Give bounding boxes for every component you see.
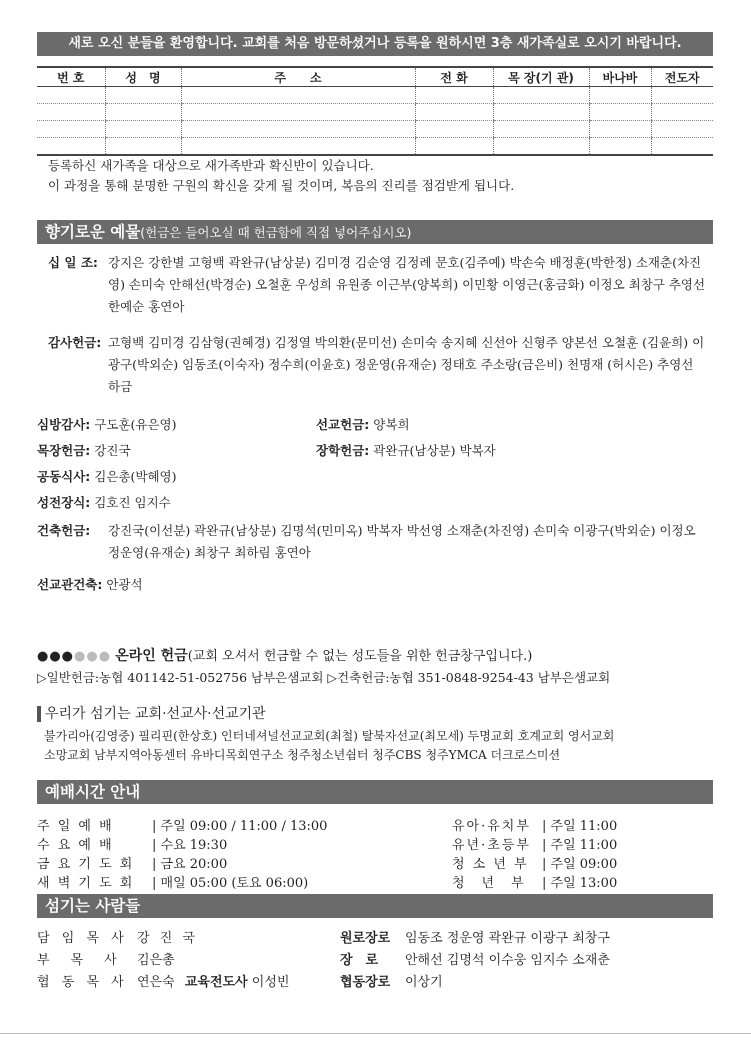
registration-cell	[37, 87, 105, 104]
registration-cell	[37, 138, 105, 156]
worship-service-label: 주 일 예 배	[37, 819, 114, 834]
registration-cell	[181, 138, 415, 156]
elders-emeritus: 원로장로 임동조 정운영 곽완규 이광구 최창구	[340, 931, 610, 946]
worship-service-label: 청 소 년 부	[452, 857, 529, 872]
worship-service-time: | 수요 19:30	[152, 838, 228, 853]
mission-building: 선교관건축: 안광석	[37, 577, 143, 592]
online-offering-line	[37, 646, 532, 667]
header-barnabas: 바나바	[589, 67, 651, 87]
header-name: 성 명	[105, 67, 181, 87]
registration-cell	[181, 121, 415, 138]
registration-cell	[651, 87, 713, 104]
offering-subtitle: (헌금은 들어오실 때 헌금함에 직접 넣어주십시오)	[140, 225, 412, 240]
registration-row	[37, 104, 713, 121]
dots-decoration: ●●●●●●	[37, 649, 112, 664]
cell-offering: 목장헌금: 강진국	[37, 443, 131, 458]
thanks-names: 고형백 김미경 김삼형(권혜경) 김정열 박의환(문미선) 손미숙 송지혜 신선아 신형주 양본선 오철훈 (김윤희) 이광구(박외순) 임동조(이숙자) 정수희(이윤호) 정운영(유재순) 정태호 주소랑(금은비) 천명재 (허시은) 추영선 하금	[108, 335, 705, 394]
senior-pastor: 담 임 목 사 강 진 국	[37, 931, 198, 946]
worship-left-row	[37, 836, 227, 855]
worship-service-label: 유년·초등부	[452, 838, 531, 853]
elders: 장 로 안해선 김명석 이수웅 임지수 소재춘	[340, 953, 610, 968]
registration-table	[37, 66, 713, 156]
registration-cell	[589, 138, 651, 156]
worship-service-time: | 주일 11:00	[542, 819, 618, 834]
header-number: 번 호	[37, 67, 105, 87]
tithe-names: 강지은 강한별 고형백 곽완규(남상분) 김미경 김순영 김정례 문호(김주예) 박손숙 배정훈(박한정) 소재춘(차진영) 손미숙 안해선(박경순) 오철훈 우성희 유원종 이근부(양복희) 이민황 이영근(홍금화) 이정오 최창구 추영선 한예순 홍연아	[108, 255, 706, 314]
offering-title: 향기로운 예물	[45, 223, 141, 241]
worship-service-label: 유아·유치부	[452, 819, 531, 834]
registration-cell	[415, 138, 493, 156]
cooperating-pastor: 협 동 목 사 연은숙 교육전도사 이성빈	[37, 975, 290, 990]
registration-cell	[493, 121, 589, 138]
note-line-2: 이 과정을 통해 분명한 구원의 확신을 갖게 될 것이며, 복음의 진리를 점검받게 됩니다.	[48, 178, 515, 193]
registration-cell	[493, 104, 589, 121]
thanks-label: 감사헌금:	[48, 335, 102, 350]
registration-cell	[589, 104, 651, 121]
registration-cell	[105, 87, 181, 104]
missions-line-2: 소망교회 남부지역아동센터 유바디목회연구소 청주청소년쉼터 청주CBS 청주YMCA 더크로스미션	[44, 748, 561, 762]
header-group: 목 장(기 관)	[493, 67, 589, 87]
welcome-banner: 새로 오신 분들을 환영합니다. 교회를 처음 방문하셨거나 등록을 원하시면 3층 새가족실로 오시기 바랍니다.	[37, 32, 713, 56]
tithe-label: 십 일 조:	[48, 255, 98, 270]
registration-cell	[651, 138, 713, 156]
worship-right-row	[452, 836, 617, 855]
cooperating-elder: 협동장로 이상기	[340, 975, 443, 990]
registration-cell	[651, 121, 713, 138]
bottom-divider	[0, 1033, 751, 1034]
registration-cell	[415, 87, 493, 104]
registration-row	[37, 138, 713, 156]
worship-service-time: | 주일 09:00	[542, 857, 618, 872]
online-accounts: ▷일반헌금:농협 401142-51-052756 남부은샘교회 ▷건축헌금:농협 351-0848-9254-43 남부은샘교회	[37, 670, 611, 685]
worship-right-row	[452, 855, 617, 874]
worship-left-row	[37, 874, 308, 893]
registration-row	[37, 121, 713, 138]
worship-service-label: 청 년 부	[452, 876, 526, 891]
worship-service-label: 새 벽 기 도 회	[37, 876, 135, 891]
scholarship-offering: 장학헌금: 곽완규(남상분) 박복자	[316, 443, 496, 458]
building-names: 강진국(이선분) 곽완규(남상분) 김명석(민미옥) 박복자 박선영 소재춘(차진영) 손미숙 이광구(박외순) 이정오 정운영(유재순) 최창구 최하림 홍연아	[108, 523, 696, 560]
registration-cell	[37, 104, 105, 121]
offering-header	[37, 220, 713, 244]
missions-title-row	[37, 704, 266, 724]
note-line-1: 등록하신 새가족을 대상으로 새가족반과 확신반이 있습니다.	[48, 158, 374, 173]
building-label: 건축헌금:	[37, 523, 91, 538]
registration-cell	[589, 121, 651, 138]
registration-row	[37, 87, 713, 104]
registration-cell	[493, 138, 589, 156]
mission-offering: 선교헌금: 양복희	[316, 417, 410, 432]
section-marker-icon	[37, 706, 41, 722]
registration-cell	[589, 87, 651, 104]
staff-header	[37, 894, 713, 918]
worship-left-row	[37, 855, 227, 874]
worship-service-time: | 매일 05:00 (토요 06:00)	[152, 876, 309, 891]
worship-header	[37, 780, 713, 804]
registration-cell	[493, 87, 589, 104]
worship-right-row	[452, 874, 617, 893]
worship-service-label: 수 요 예 배	[37, 838, 114, 853]
worship-service-label: 금 요 기 도 회	[37, 857, 135, 872]
worship-left-row	[37, 817, 327, 836]
staff-title: 섬기는 사람들	[45, 897, 141, 915]
sanctuary-decoration: 성전장식: 김호진 임지수	[37, 495, 171, 510]
worship-service-time: | 주일 09:00 / 11:00 / 13:00	[152, 819, 328, 834]
worship-service-time: | 주일 11:00	[542, 838, 618, 853]
registration-cell	[105, 104, 181, 121]
registration-cell	[415, 104, 493, 121]
header-phone: 전 화	[415, 67, 493, 87]
online-title: 온라인 헌금	[115, 648, 188, 664]
online-desc: (교회 오셔서 헌금할 수 없는 성도들을 위한 헌금창구입니다.)	[187, 649, 533, 664]
registration-cell	[105, 121, 181, 138]
visitation-thanks: 심방감사: 구도훈(유은영)	[37, 417, 177, 432]
associate-pastor: 부 목 사 김은총	[37, 953, 175, 968]
registration-cell	[181, 104, 415, 121]
missions-title: 우리가 섬기는 교회·선교사·선교기관	[45, 706, 266, 722]
common-meal: 공동식사: 김은총(박혜영)	[37, 469, 177, 484]
worship-service-time: | 금요 20:00	[152, 857, 228, 872]
registration-cell	[37, 121, 105, 138]
registration-cell	[651, 104, 713, 121]
worship-title: 예배시간 안내	[45, 783, 141, 801]
registration-cell	[181, 87, 415, 104]
registration-header-row	[37, 67, 713, 87]
missions-line-1: 불가리아(김영중) 필리핀(한상호) 인터네셔널선교교회(최철) 탈북자선교(최모세) 두명교회 호계교회 영서교회	[44, 729, 615, 743]
header-evangelist: 전도자	[651, 67, 713, 87]
registration-cell	[105, 138, 181, 156]
header-address: 주 소	[181, 67, 415, 87]
registration-cell	[415, 121, 493, 138]
worship-right-row	[452, 817, 617, 836]
worship-service-time: | 주일 13:00	[542, 876, 618, 891]
